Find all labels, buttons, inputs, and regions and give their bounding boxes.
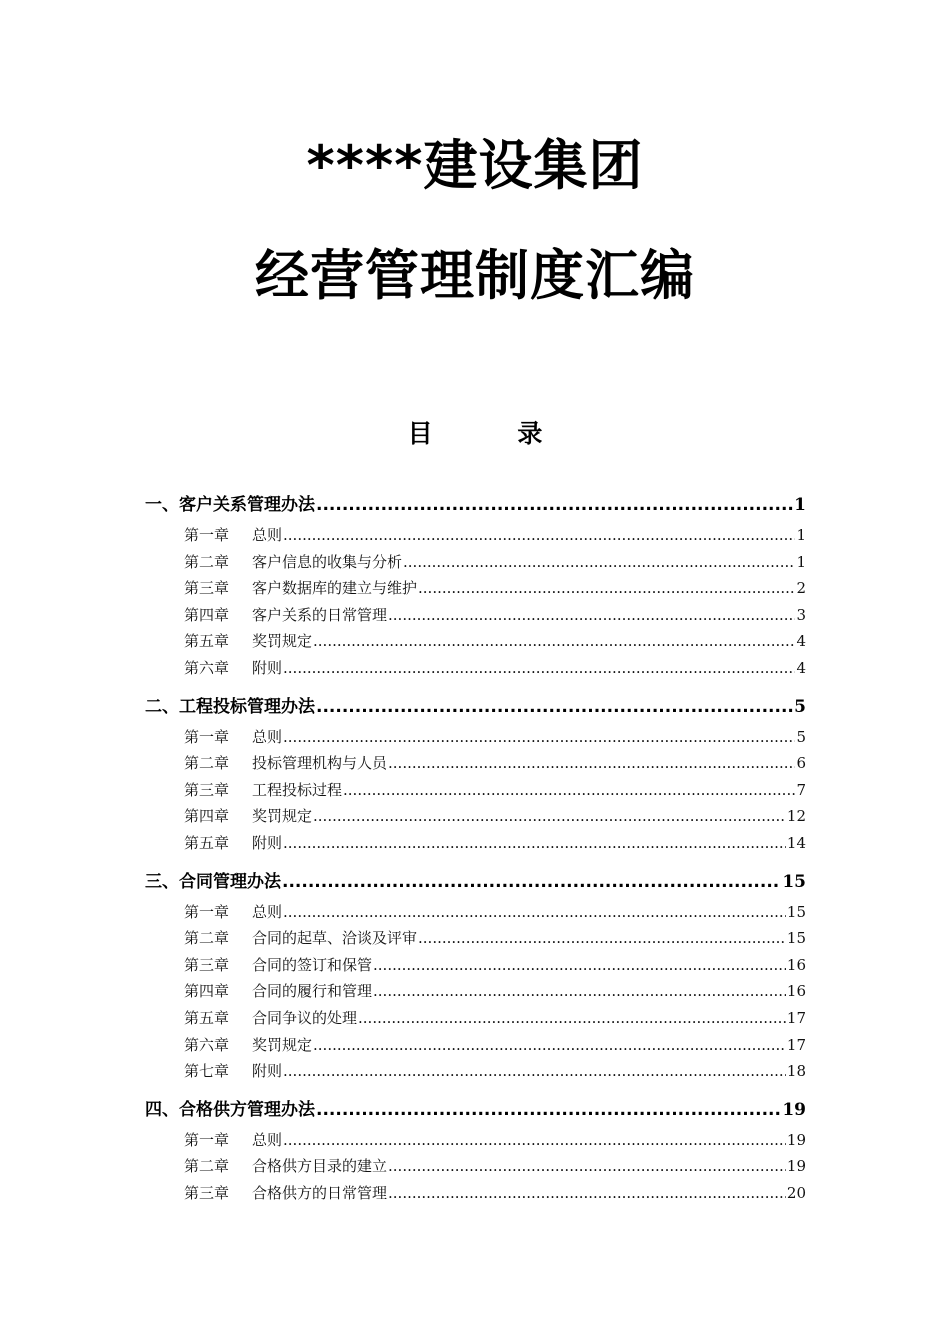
toc-dot-leader (388, 754, 795, 772)
toc-chapter-title: 奖罚规定 (252, 807, 313, 826)
toc-chapter-entry[interactable] (145, 524, 806, 551)
toc-dot-leader (316, 495, 793, 515)
toc-chapter-title: 客户信息的收集与分析 (252, 552, 403, 571)
toc-chapter-page: 1 (796, 552, 806, 571)
toc-dot-leader (282, 872, 781, 892)
toc-chapter-entry[interactable] (145, 577, 806, 604)
toc-chapter-entry[interactable] (145, 901, 806, 928)
toc-heading: 目 录 (407, 419, 581, 448)
toc-chapter-title: 合同争议的处理 (252, 1008, 358, 1027)
toc-chapter-number: 第一章 (184, 727, 230, 746)
toc-chapter-entry[interactable] (145, 657, 806, 684)
toc-chapter-number: 第一章 (184, 1130, 230, 1149)
toc-chapter-page: 4 (796, 632, 806, 651)
toc-dot-leader (373, 956, 786, 974)
toc-chapter-title: 总则 (252, 902, 283, 921)
toc-chapter-number: 第二章 (184, 1157, 230, 1176)
toc-chapter-number: 第七章 (184, 1062, 230, 1081)
toc-chapter-page: 1 (796, 526, 806, 544)
toc-chapter-number: 第三章 (184, 955, 230, 974)
toc-dot-leader (343, 781, 795, 799)
toc-dot-leader (313, 632, 795, 650)
toc-section-label: 四、合格供方管理办法 (145, 1099, 315, 1120)
toc-chapter-list (145, 524, 806, 684)
toc-chapter-title: 合同的起草、洽谈及评审 (252, 929, 418, 948)
toc-chapter-title: 总则 (252, 727, 283, 746)
toc-chapter-entry[interactable] (145, 551, 806, 578)
toc-chapter-page: 19 (786, 1130, 806, 1149)
toc-dot-leader (316, 1100, 781, 1120)
toc-dot-leader (283, 903, 786, 921)
toc-dot-leader (388, 606, 795, 624)
toc-section-entry[interactable] (145, 867, 806, 894)
document-title-line1: ****建设集团 (306, 134, 644, 197)
toc-section-label: 三、合同管理办法 (145, 871, 281, 892)
toc-chapter-number: 第四章 (184, 807, 230, 826)
toc-chapter-list (145, 726, 806, 859)
toc-chapter-page: 7 (796, 780, 806, 799)
toc-chapter-title: 合同的履行和管理 (252, 982, 373, 1001)
toc-chapter-title: 附则 (252, 833, 283, 852)
toc-chapter-number: 第五章 (184, 833, 230, 852)
toc-section-entry[interactable] (145, 1095, 806, 1122)
toc-chapter-entry[interactable] (145, 1034, 806, 1061)
toc-section-entry[interactable] (145, 490, 806, 517)
toc-chapter-title: 附则 (252, 1062, 283, 1081)
toc-chapter-number: 第二章 (184, 552, 230, 571)
toc-chapter-entry[interactable] (145, 726, 806, 753)
toc-chapter-title: 合格供方的日常管理 (252, 1183, 388, 1202)
toc-dot-leader (388, 1184, 786, 1202)
toc-chapter-entry[interactable] (145, 1007, 806, 1034)
toc-section-page: 1 (794, 495, 806, 515)
toc-chapter-entry[interactable] (145, 779, 806, 806)
toc-chapter-title: 客户关系的日常管理 (252, 605, 388, 624)
toc-chapter-page: 6 (796, 754, 806, 773)
toc-chapter-title: 合同的签订和保管 (252, 955, 373, 974)
toc-chapter-title: 总则 (252, 1130, 283, 1149)
toc-chapter-number: 第六章 (184, 658, 230, 677)
toc-chapter-entry[interactable] (145, 927, 806, 954)
toc-section-page: 15 (782, 871, 806, 892)
toc-dot-leader (316, 697, 793, 717)
toc-chapter-number: 第五章 (184, 1008, 230, 1027)
toc-chapter-page: 20 (786, 1183, 806, 1202)
toc-dot-leader (283, 728, 795, 746)
toc-chapter-page: 12 (786, 807, 806, 826)
toc-dot-leader (283, 659, 795, 677)
toc-section-page: 5 (794, 696, 806, 717)
toc-chapter-title: 奖罚规定 (252, 632, 313, 651)
toc-chapter-number: 第二章 (184, 754, 230, 773)
toc-chapter-page: 4 (796, 658, 806, 677)
toc-chapter-number: 第四章 (184, 982, 230, 1001)
toc-chapter-number: 第三章 (184, 780, 230, 799)
toc-dot-leader (283, 1131, 786, 1149)
toc-chapter-entry[interactable] (145, 752, 806, 779)
toc-chapter-page: 15 (786, 902, 806, 921)
toc-dot-leader (403, 553, 795, 571)
toc-dot-leader (358, 1009, 786, 1027)
toc-chapter-entry[interactable] (145, 1155, 806, 1182)
toc-chapter-entry[interactable] (145, 832, 806, 859)
toc-chapter-entry[interactable] (145, 604, 806, 631)
toc-chapter-page: 16 (786, 955, 806, 974)
toc-chapter-title: 合格供方目录的建立 (252, 1157, 388, 1176)
toc-dot-leader (313, 807, 786, 825)
toc-chapter-entry[interactable] (145, 1129, 806, 1156)
toc-chapter-number: 第一章 (184, 526, 230, 544)
toc-dot-leader (418, 579, 795, 597)
toc-section-entry[interactable] (145, 692, 806, 719)
toc-chapter-number: 第三章 (184, 579, 230, 598)
toc-chapter-number: 第四章 (184, 605, 230, 624)
toc-chapter-list (145, 1129, 806, 1209)
toc-dot-leader (373, 982, 786, 1000)
toc-chapter-entry[interactable] (145, 630, 806, 657)
toc-chapter-page: 5 (796, 727, 806, 746)
toc-dot-leader (283, 1062, 786, 1080)
toc-chapter-entry[interactable] (145, 1182, 806, 1209)
toc-chapter-title: 附则 (252, 658, 283, 677)
toc-chapter-page: 3 (796, 605, 806, 624)
toc-section-page: 19 (782, 1099, 806, 1120)
toc-chapter-number: 第一章 (184, 902, 230, 921)
toc-chapter-page: 18 (786, 1062, 806, 1081)
toc-chapter-entry[interactable] (145, 805, 806, 832)
toc-dot-leader (283, 526, 795, 544)
toc-chapter-number: 第三章 (184, 1183, 230, 1202)
toc-chapter-title: 客户数据库的建立与维护 (252, 579, 418, 598)
toc-chapter-page: 19 (786, 1157, 806, 1176)
toc-section-label: 一、客户关系管理办法 (145, 495, 315, 515)
toc-chapter-title: 奖罚规定 (252, 1035, 313, 1054)
toc-chapter-entry[interactable] (145, 954, 806, 981)
toc-chapter-page: 14 (786, 833, 806, 852)
toc-chapter-page: 15 (786, 929, 806, 948)
toc-chapter-title: 工程投标过程 (252, 780, 343, 799)
toc-dot-leader (388, 1157, 786, 1175)
document-title-line2: 经营管理制度汇编 (255, 244, 695, 307)
toc-chapter-page: 17 (786, 1008, 806, 1027)
toc-chapter-number: 第六章 (184, 1035, 230, 1054)
toc-chapter-page: 2 (796, 579, 806, 598)
toc-section-label: 二、工程投标管理办法 (145, 696, 315, 717)
toc-chapter-title: 投标管理机构与人员 (252, 754, 388, 773)
table-of-contents (145, 490, 806, 1216)
toc-chapter-entry[interactable] (145, 980, 806, 1007)
toc-dot-leader (283, 834, 786, 852)
toc-chapter-entry[interactable] (145, 1060, 806, 1087)
toc-chapter-page: 17 (786, 1035, 806, 1054)
toc-chapter-title: 总则 (252, 526, 283, 544)
toc-chapter-number: 第二章 (184, 929, 230, 948)
toc-dot-leader (418, 929, 786, 947)
toc-chapter-page: 16 (786, 982, 806, 1001)
toc-dot-leader (313, 1036, 786, 1054)
toc-chapter-number: 第五章 (184, 632, 230, 651)
toc-chapter-list (145, 901, 806, 1087)
